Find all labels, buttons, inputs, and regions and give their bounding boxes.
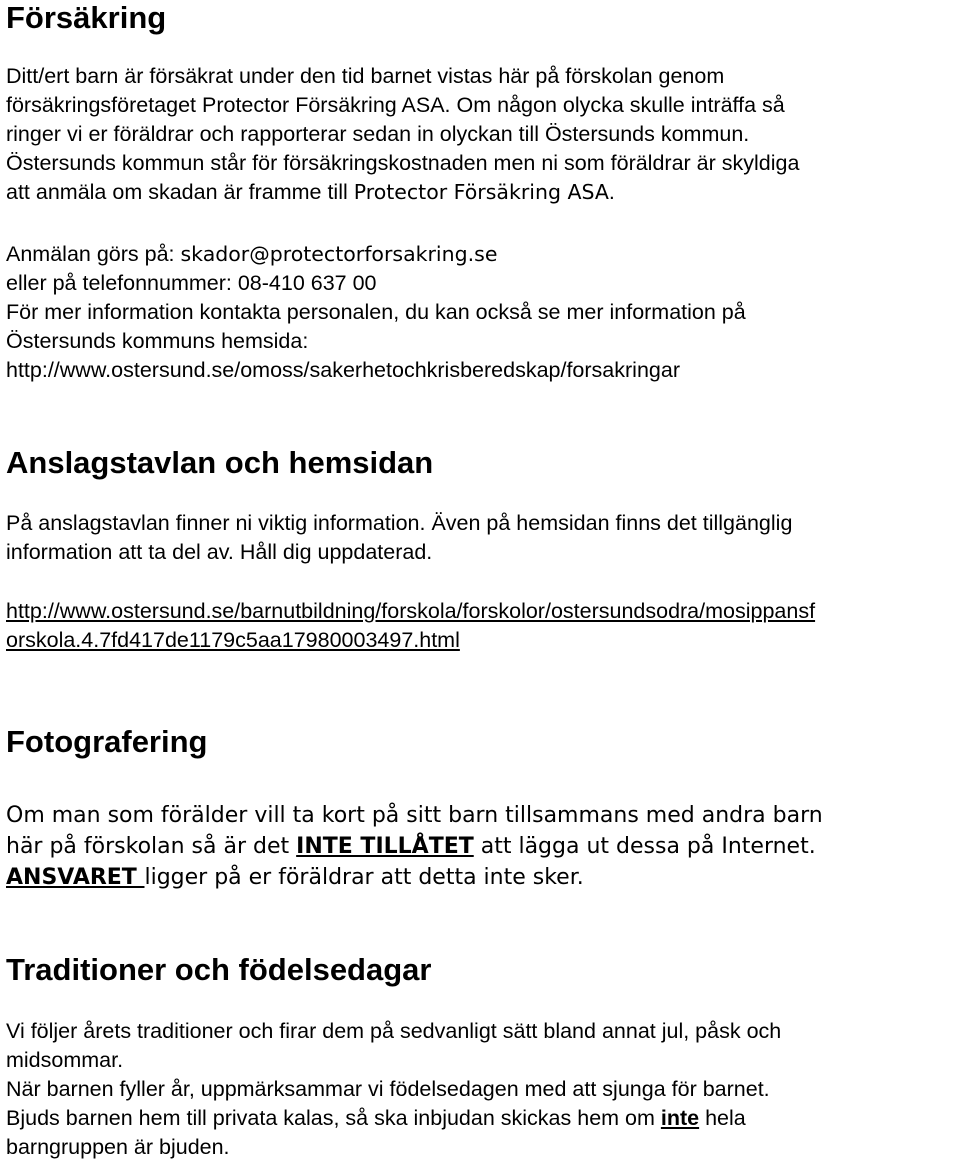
forsakring-paragraph [6,62,954,207]
heading-fotografering: Fotografering [6,724,208,759]
contact-paragraph [6,240,954,385]
emphasis-ansvaret: ANSVARET [6,865,145,890]
text-line: barngruppen är bjuden. [6,1135,230,1159]
text-line: ANSVARET ligger på er föräldrar att detta inte sker. [6,865,584,890]
phone-line: eller på telefonnummer: 08-410 637 00 [6,271,377,295]
hemsida-link[interactable] [6,597,954,655]
email-address[interactable]: skador@protectorforsakring.se [180,242,498,266]
text-line: Bjuds barnen hem till privata kalas, så ska inbjudan skickas hem om inte hela [6,1106,746,1130]
traditioner-paragraph [6,1017,954,1162]
info-url: http://www.ostersund.se/omoss/sakerhetochkrisberedskap/forsakringar [6,358,680,382]
emphasis-inte: inte [660,1106,700,1130]
text-line: För mer information kontakta personalen, du kan också se mer information på [6,300,746,324]
anslagstavlan-paragraph [6,509,954,567]
fotografering-paragraph [6,800,954,893]
text-line: När barnen fyller år, uppmärksammar vi födelsedagen med att sjunga för barnet. [6,1077,770,1101]
text-line: På anslagstavlan finner ni viktig information. Även på hemsidan finns det tillgänglig [6,511,793,535]
text-line: här på förskolan så är det INTE TILLÅTET att lägga ut dessa på Internet. [6,834,816,859]
text-line: Östersunds kommuns hemsida: [6,329,309,353]
text-line: Östersunds kommun står för försäkringskostnaden men ni som föräldrar är skyldiga [6,151,800,175]
text-line: Om man som förälder vill ta kort på sitt barn tillsammans med andra barn [6,803,823,828]
section-fotografering [6,724,954,760]
section-anslagstavlan [6,445,954,481]
link-line[interactable]: http://www.ostersund.se/barnutbildning/forskola/forskolor/ostersundsodra/mosippansf [6,599,816,623]
link-line[interactable]: orskola.4.7fd417de1179c5aa17980003497.html [6,628,460,652]
text-line: Anmälan görs på: skador@protectorforsakring.se [6,242,498,266]
heading-forsakring: Försäkring [6,0,167,35]
text-line: Vi följer årets traditioner och firar dem på sedvanligt sätt bland annat jul, påsk och [6,1019,782,1043]
heading-anslagstavlan: Anslagstavlan och hemsidan [6,445,434,480]
heading-traditioner: Traditioner och födelsedagar [6,952,432,987]
text-line: Ditt/ert barn är försäkrat under den tid barnet vistas här på förskolan genom [6,64,725,88]
text-line: ringer vi er föräldrar och rapporterar sedan in olyckan till Östersunds kommun. [6,122,750,146]
text-line: att anmäla om skadan är framme till Protector Försäkring ASA. [6,180,615,204]
text-line: midsommar. [6,1048,124,1072]
text-line: information att ta del av. Håll dig uppdaterad. [6,540,433,564]
emphasis-inte-tillatet: INTE TILLÅTET [296,834,474,859]
section-forsakring [6,0,954,36]
company-name: Protector Försäkring ASA [353,180,609,204]
text-line: försäkringsföretaget Protector Försäkring ASA. Om någon olycka skulle inträffa så [6,93,785,117]
section-traditioner [6,952,954,988]
